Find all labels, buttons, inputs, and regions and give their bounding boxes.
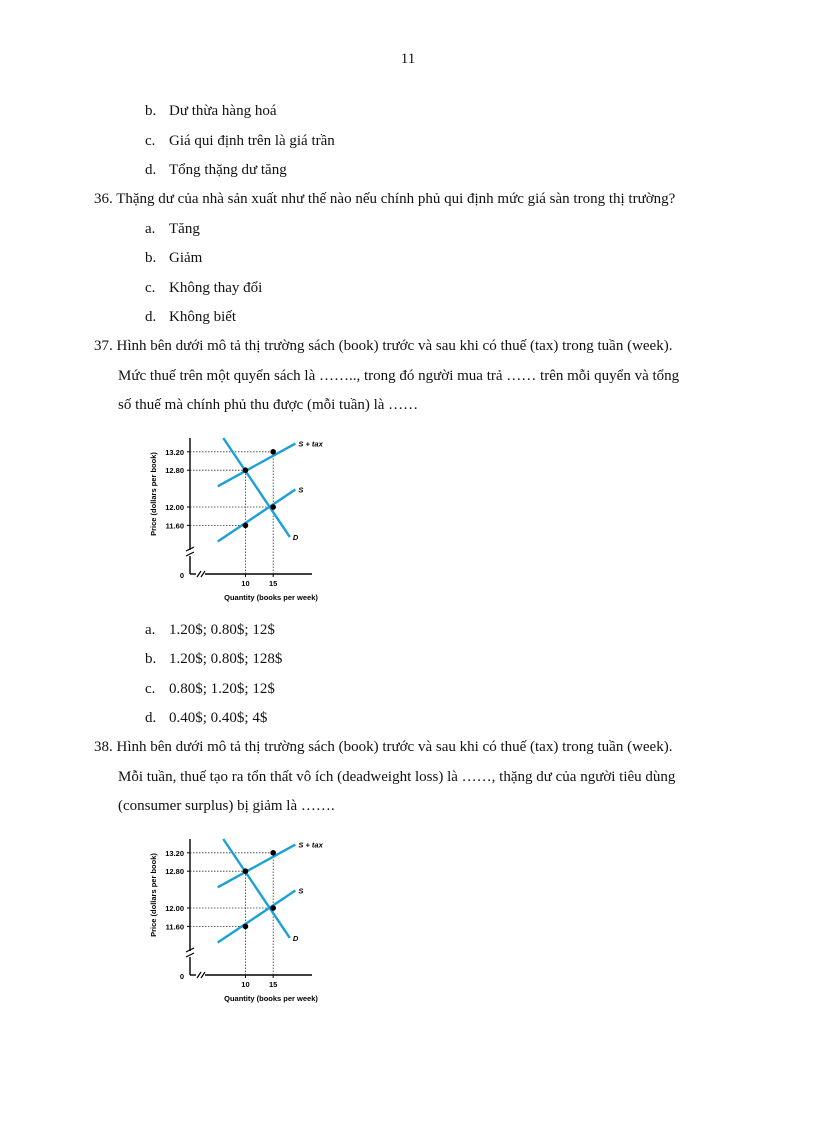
x-axis-title: Quantity (books per week) xyxy=(224,593,318,602)
option-text: Giá qui định trên là giá trần xyxy=(169,133,335,149)
option-text: Không thay đổi xyxy=(169,280,263,296)
option-letter: b. xyxy=(145,250,157,266)
q37-chart xyxy=(144,432,334,604)
q37-option-b xyxy=(145,651,282,668)
equilibrium-point xyxy=(270,850,276,856)
series-label-d: D xyxy=(292,532,299,542)
y-tick-label: 11.60 xyxy=(165,922,184,932)
y-axis-break xyxy=(186,948,194,957)
x-tick-label: 15 xyxy=(269,579,278,588)
origin-label: 0 xyxy=(179,571,185,580)
option-text: Không biết xyxy=(169,309,237,325)
equilibrium-point xyxy=(243,523,249,529)
q36-option-d xyxy=(145,309,236,326)
y-tick-label: 13.20 xyxy=(165,848,184,858)
equilibrium-point xyxy=(243,467,249,473)
option-letter: b. xyxy=(145,651,157,667)
question-38-stem-line2: Mỗi tuần, thuế tạo ra tổn thất vô ích (deadweight loss) là ……, thặng dư của người tiêu dùng xyxy=(118,769,676,785)
x-axis-break xyxy=(197,972,205,978)
equilibrium-point xyxy=(270,504,276,510)
series-label-d: D xyxy=(292,933,299,943)
option-letter: b. xyxy=(145,103,157,119)
x-tick-label: 10 xyxy=(241,980,250,989)
q37-option-c xyxy=(145,681,275,698)
q37-option-a xyxy=(145,622,275,639)
prev-option-c xyxy=(145,133,335,150)
option-letter: c. xyxy=(145,681,156,697)
y-tick-label: 12.80 xyxy=(165,466,184,476)
q36-option-c xyxy=(145,280,262,297)
option-letter: c. xyxy=(145,280,156,296)
equilibrium-point xyxy=(243,924,249,930)
y-axis-title: Price (dollars per book) xyxy=(149,452,158,536)
series-line-s xyxy=(218,490,296,542)
prev-option-d xyxy=(145,162,287,179)
question-38-stem-line3: (consumer surplus) bị giảm là ……. xyxy=(118,798,335,814)
equilibrium-point xyxy=(270,905,276,911)
option-text: Dư thừa hàng hoá xyxy=(169,103,277,119)
question-37-stem: 37. Hình bên dưới mô tả thị trường sách (book) trước và sau khi có thuế (tax) trong tuần (week). xyxy=(94,338,673,354)
y-tick-label: 12.00 xyxy=(165,904,184,913)
x-axis-title: Quantity (books per week) xyxy=(224,994,318,1003)
series-line-s xyxy=(218,891,296,943)
x-tick-label: 15 xyxy=(269,980,278,989)
q37-option-d xyxy=(145,710,267,727)
y-tick-label: 13.20 xyxy=(165,447,184,457)
q36-option-a xyxy=(145,221,200,238)
series-label-s: S xyxy=(298,485,304,495)
option-text: Tổng thặng dư tăng xyxy=(169,162,287,178)
q38-chart-svg xyxy=(144,833,334,1005)
prev-option-b xyxy=(145,103,276,120)
option-letter: d. xyxy=(145,309,157,325)
origin-label: 0 xyxy=(179,972,185,981)
q37-chart-svg xyxy=(144,432,334,604)
page-number: 11 xyxy=(400,51,416,67)
series-label-s: S xyxy=(298,886,304,896)
x-tick-label: 10 xyxy=(241,579,250,588)
option-text: 1.20$; 0.80$; 12$ xyxy=(169,622,275,638)
option-letter: a. xyxy=(145,622,156,638)
q38-chart xyxy=(144,833,334,1005)
question-36-stem: 36. Thặng dư của nhà sản xuất như thế nào nếu chính phủ qui định mức giá sàn trong thị trường? xyxy=(94,191,676,207)
option-letter: d. xyxy=(145,162,157,178)
y-axis-break xyxy=(186,547,194,556)
option-letter: c. xyxy=(145,133,156,149)
option-letter: d. xyxy=(145,710,157,726)
option-text: 1.20$; 0.80$; 128$ xyxy=(169,651,283,667)
series-line-s-tax xyxy=(218,845,296,888)
question-38-stem: 38. Hình bên dưới mô tả thị trường sách (book) trước và sau khi có thuế (tax) trong tuần (week). xyxy=(94,739,673,755)
y-axis-title: Price (dollars per book) xyxy=(149,853,158,937)
y-tick-label: 11.60 xyxy=(165,521,184,531)
x-axis-break xyxy=(197,571,205,577)
series-label-s-tax: S + tax xyxy=(298,439,323,449)
equilibrium-point xyxy=(243,868,249,874)
option-text: Tăng xyxy=(169,221,200,237)
option-text: Giảm xyxy=(169,250,203,266)
option-letter: a. xyxy=(145,221,156,237)
question-37-stem-line2: Mức thuế trên một quyển sách là …….., trong đó người mua trả …… trên mỗi quyển và tổng xyxy=(118,368,680,384)
series-label-s-tax: S + tax xyxy=(298,840,323,850)
series-line-s-tax xyxy=(218,444,296,487)
option-text: 0.80$; 1.20$; 12$ xyxy=(169,681,275,697)
question-37-stem-line3: số thuế mà chính phủ thu được (mỗi tuần) là …… xyxy=(118,397,419,413)
option-text: 0.40$; 0.40$; 4$ xyxy=(169,710,268,726)
q36-option-b xyxy=(145,250,202,267)
y-tick-label: 12.00 xyxy=(165,503,184,512)
equilibrium-point xyxy=(270,449,276,455)
y-tick-label: 12.80 xyxy=(165,867,184,877)
